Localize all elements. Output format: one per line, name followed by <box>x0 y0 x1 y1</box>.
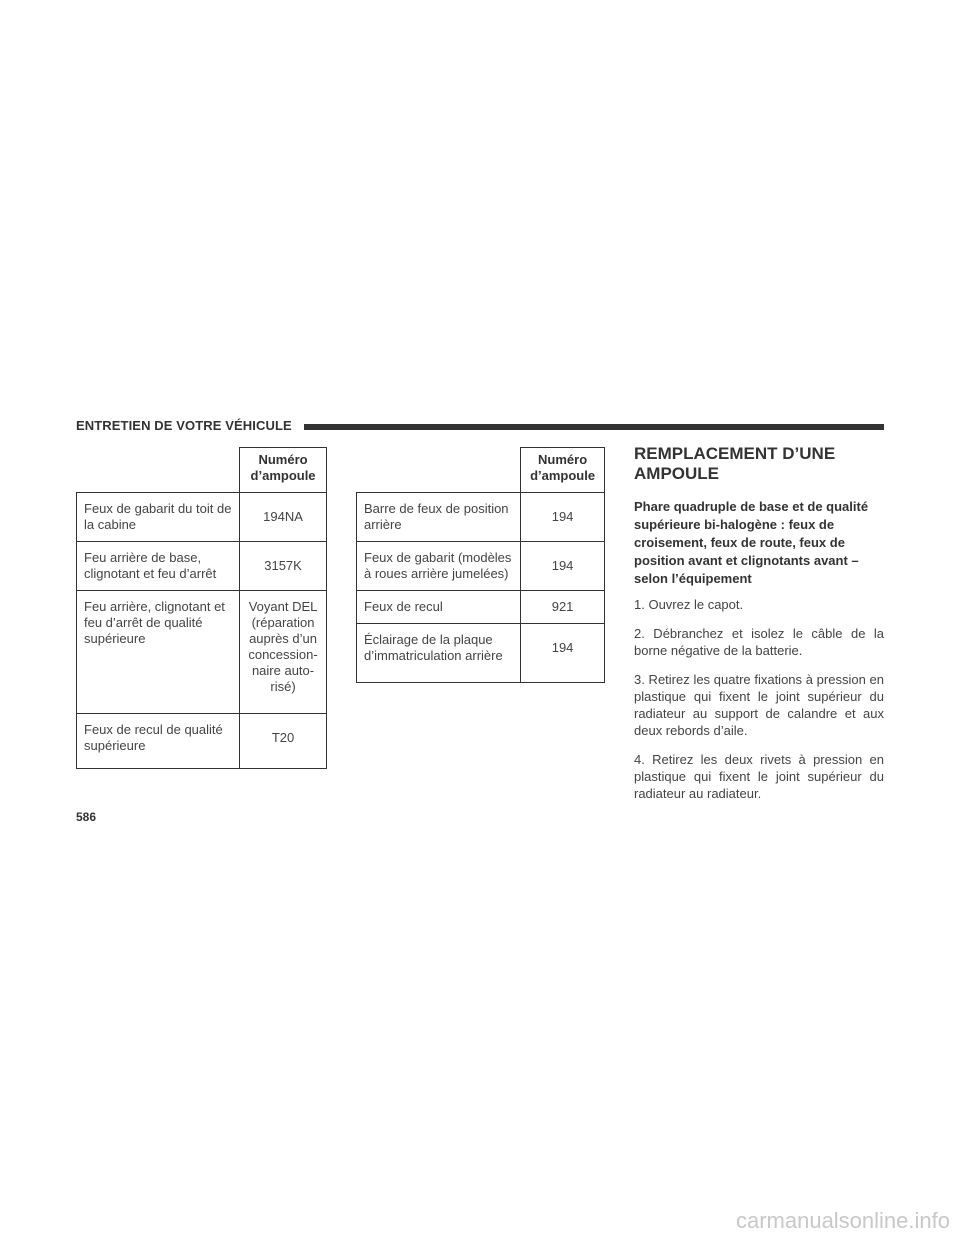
bulb-location: Feux de recul <box>357 591 521 624</box>
table-row <box>357 542 605 591</box>
text-column <box>634 444 884 814</box>
table-header-row <box>357 448 605 493</box>
table-row <box>357 624 605 683</box>
bulb-location: Feu arrière, clignotant et feu d’arrêt de qualité supérieure <box>77 591 240 714</box>
step-1: 1. Ouvrez le capot. <box>634 597 744 612</box>
table-header-bulb-number: Numéro d’ampoule <box>240 448 327 493</box>
table-header-blank <box>357 448 521 493</box>
bulb-location: Feux de gabarit du toit de la cabine <box>77 493 240 542</box>
step-3: 3. Retirez les quatre fixations à pression en plastique qui fixent le joint supérieur du radiateur au support de calandre et aux deux rebords d’aile. <box>634 672 884 738</box>
section-header <box>76 417 884 435</box>
bulb-location: Feu arrière de base, clignotant et feu d’arrêt <box>77 542 240 591</box>
bulb-number: 3157K <box>240 542 327 591</box>
table-header-blank <box>77 448 240 493</box>
bulb-number: 921 <box>521 591 605 624</box>
table-row <box>77 591 327 714</box>
section-title: REMPLACEMENT D’UNE AMPOULE <box>634 444 836 483</box>
bulb-number: 194 <box>521 624 605 683</box>
bulb-table-1 <box>76 447 327 769</box>
watermark-text: carmanualsonline.info <box>735 1208 950 1233</box>
header-title: ENTRETIEN DE VOTRE VÉHICULE <box>76 417 298 435</box>
section-subheading: Phare quadruple de base et de qualité supérieure bi-halogène : feux de croisement, feux de route, feux de position avant et clignotants avant – selon l’équipement <box>634 499 869 586</box>
table-row <box>357 591 605 624</box>
bulb-number: 194 <box>521 493 605 542</box>
table-row <box>77 542 327 591</box>
bulb-table-2 <box>356 447 605 683</box>
bulb-number: 194NA <box>240 493 327 542</box>
table-row <box>77 493 327 542</box>
bulb-location: Barre de feux de position arrière <box>357 493 521 542</box>
table-header-row <box>77 448 327 493</box>
bulb-number: T20 <box>240 714 327 769</box>
bulb-number: 194 <box>521 542 605 591</box>
step-2: 2. Débranchez et isolez le câble de la borne négative de la batterie. <box>634 626 884 658</box>
header-rule <box>304 424 884 430</box>
page-number: 586 <box>76 810 97 824</box>
bulb-number: Voyant DEL (réparation auprès d’un concession-naire auto-risé) <box>240 591 327 714</box>
table-row <box>77 714 327 769</box>
table-header-bulb-number: Numéro d’ampoule <box>521 448 605 493</box>
bulb-location: Feux de gabarit (modèles à roues arrière jumelées) <box>357 542 521 591</box>
bulb-location: Éclairage de la plaque d’immatriculation arrière <box>357 624 521 683</box>
table-row <box>357 493 605 542</box>
bulb-location: Feux de recul de qualité supérieure <box>77 714 240 769</box>
step-4: 4. Retirez les deux rivets à pression en plastique qui fixent le joint supérieur du radiateur au radiateur. <box>634 752 884 801</box>
